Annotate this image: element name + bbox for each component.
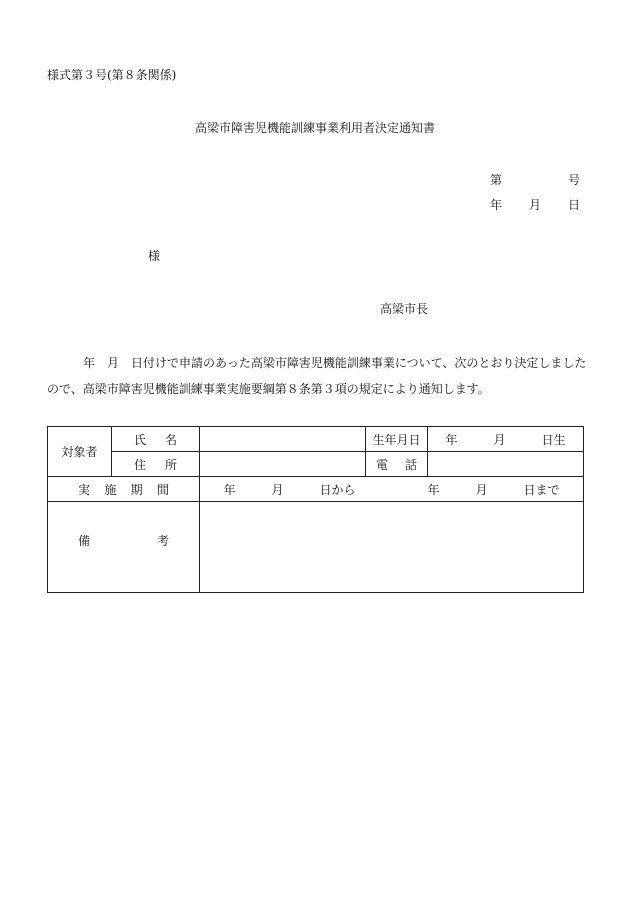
address-label-char-2: 所 — [164, 457, 177, 472]
document-title: 高梁市障害児機能訓練事業利用者決定通知書 — [194, 121, 435, 135]
phone-label — [366, 452, 428, 477]
name-label — [112, 427, 200, 452]
name-field[interactable] — [200, 427, 366, 452]
phone-field[interactable] — [428, 452, 584, 477]
period-label-char-2: 施 — [104, 482, 117, 497]
subject-label: 対象者 — [48, 427, 112, 477]
address-label-char-1: 住 — [134, 457, 147, 472]
phone-label-char-2: 話 — [404, 457, 417, 472]
period-label-char-3: 期 — [130, 482, 143, 497]
name-label-char-2: 名 — [164, 432, 177, 447]
table-row-period — [48, 477, 584, 502]
remarks-label-char-1: 備 — [78, 534, 91, 548]
table-row-name — [48, 427, 584, 452]
name-label-char-1: 氏 — [134, 432, 147, 447]
period-field[interactable]: 年 月 日から 年 月 日まで — [200, 477, 584, 502]
decision-table — [47, 426, 584, 593]
table-row-address — [48, 452, 584, 477]
number-suffix: 号 — [567, 173, 580, 187]
number-prefix: 第 — [490, 173, 503, 187]
phone-label-char-1: 電 — [376, 457, 389, 472]
address-field[interactable] — [200, 452, 366, 477]
issue-date-line — [490, 198, 580, 212]
issue-date-year: 年 — [490, 198, 503, 212]
address-label — [112, 452, 200, 477]
birthdate-label: 生年月日 — [366, 427, 428, 452]
period-label-char-1: 実 — [78, 482, 91, 497]
birthdate-field[interactable]: 年 月 日生 — [428, 427, 584, 452]
document-number-line — [490, 173, 580, 187]
table-row-remarks — [48, 502, 584, 593]
remarks-label-char-2: 考 — [156, 534, 169, 548]
remarks-label — [48, 502, 200, 593]
remarks-field[interactable] — [200, 502, 584, 593]
addressee-suffix: 様 — [148, 249, 161, 263]
period-label-char-4: 間 — [156, 482, 169, 497]
form-number: 様式第３号(第８条関係) — [47, 68, 177, 82]
issue-date-month: 月 — [528, 198, 541, 212]
issue-date-day: 日 — [567, 198, 580, 212]
sender-name: 高梁市長 — [380, 302, 429, 316]
period-label — [48, 477, 200, 502]
body-paragraph: 年 月 日付けで申請のあった高梁市障害児機能訓練事業について、次のとおり決定しましたので、高梁市障害児機能訓練事業実施要綱第８条第３項の規定により通知します。 — [47, 356, 587, 396]
